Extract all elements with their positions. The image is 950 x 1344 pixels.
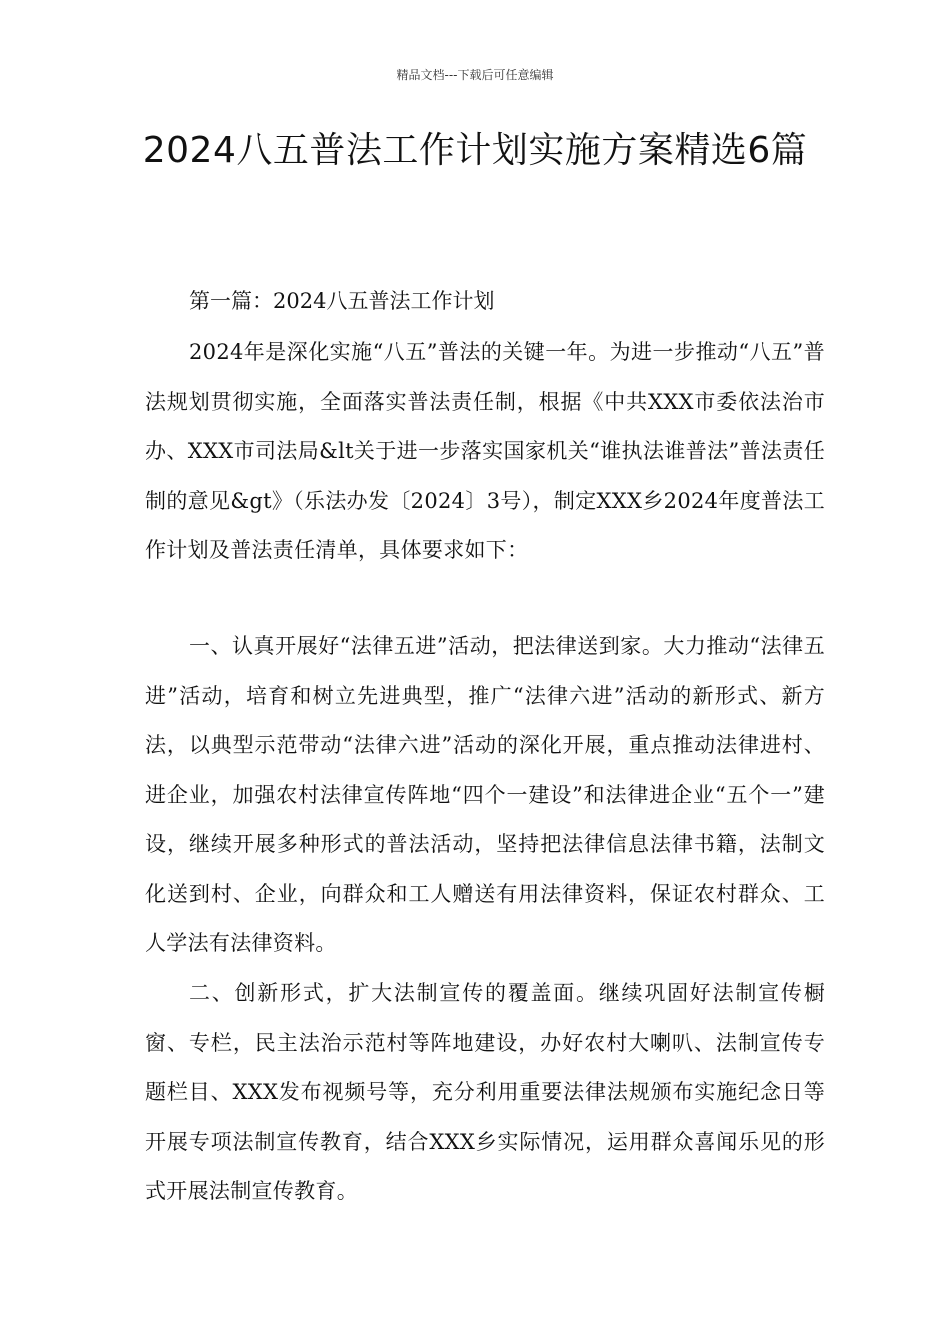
- paragraph-item-two: 二、创新形式，扩大法制宣传的覆盖面。继续巩固好法制宣传橱窗、专栏，民主法治示范村等阵地建设，办好农村大喇叭、法制宣传专题栏目、XXX发布视频号等，充分利用重要法律法规颁布实施纪念日等开展专项法制宣传教育，结合XXX乡实际情况，运用群众喜闻乐见的形式开展法制宣传教育。: [145, 981, 825, 1203]
- header-note: 精品文档---下载后可任意编辑: [396, 68, 554, 82]
- paragraph-item-one: 一、认真开展好“法律五进”活动，把法律送到家。大力推动“法律五进”活动，培育和树立先进典型，推广“法律六进”活动的新形式、新方法，以典型示范带动“法律六进”活动的深化开展，重点推动法律进村、进企业，加强农村法律宣传阵地“四个一建设”和法律进企业“五个一”建设，继续开展多种形式的普法活动，坚持把法律信息法律书籍，法制文化送到村、企业，向群众和工人赠送有用法律资料，保证农村群众、工人学法有法律资料。: [145, 634, 825, 955]
- paragraph-intro: 2024年是深化实施“八五”普法的关键一年。为进一步推动“八五”普法规划贯彻实施，全面落实普法责任制，根据《中共XXX市委依法治市办、XXX市司法局&lt关于进一步落实国家机关“谁执法谁普法”普法责任制的意见&gt》（乐法办发〔2024〕3号），制定XXX乡2024年度普法工作计划及普法责任清单，具体要求如下：: [145, 340, 825, 562]
- section-heading: 第一篇：2024八五普法工作计划: [189, 289, 495, 313]
- document-title: 2024八五普法工作计划实施方案精选6篇: [142, 130, 808, 171]
